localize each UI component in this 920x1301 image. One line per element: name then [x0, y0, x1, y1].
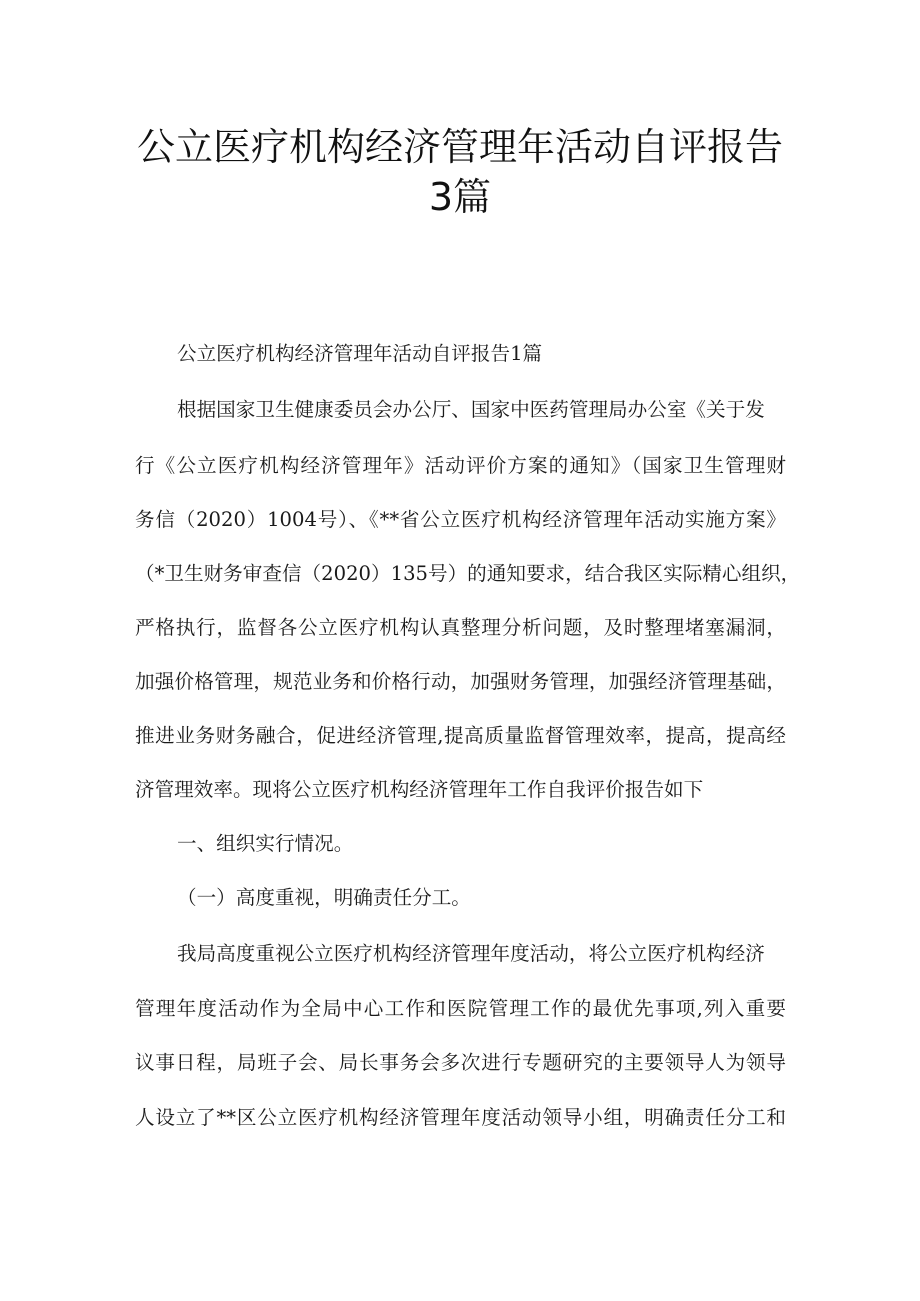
paragraph2-line4: 人设立了**区公立医疗机构经济管理年度活动领导小组，明确责任分工和 — [135, 1106, 786, 1129]
paragraph2-line1: 我局高度重视公立医疗机构经济管理年度活动，将公立医疗机构经济 — [177, 942, 765, 965]
paragraph2-line3: 议事日程，局班子会、局长事务会多次进行专题研究的主要领导人为领导 — [135, 1051, 786, 1074]
paragraph1-line7: 推进业务财务融合，促进经济管理,提高质量监督管理效率，提高，提高经 — [135, 724, 786, 747]
report-subtitle: 公立医疗机构经济管理年活动自评报告1篇 — [177, 342, 543, 365]
paragraph1-line6: 加强价格管理，规范业务和价格行动，加强财务管理，加强经济管理基础， — [135, 670, 786, 693]
paragraph2-line2: 管理年度活动作为全局中心工作和医院管理工作的最优先事项,列入重要 — [135, 997, 786, 1020]
document-title-line2: 3篇 — [428, 175, 492, 219]
paragraph1-line5: 严格执行，监督各公立医疗机构认真整理分析问题，及时整理堵塞漏洞， — [135, 616, 786, 639]
document-title-line1: 公立医疗机构经济管理年活动自评报告 — [136, 125, 783, 169]
section-heading-1-1: （一）高度重视，明确责任分工。 — [177, 886, 471, 909]
section-heading-1: 一、组织实行情况。 — [177, 832, 354, 855]
paragraph1-line3: 务信（2020）1004号）、《**省公立医疗机构经济管理年活动实施方案》 — [135, 508, 786, 531]
paragraph1-line1: 根据国家卫生健康委员会办公厅、国家中医药管理局办公室《关于发 — [177, 398, 765, 421]
paragraph1-line8: 济管理效率。现将公立医疗机构经济管理年工作自我评价报告如下 — [135, 778, 704, 801]
paragraph1-line4: （*卫生财务审查信（2020）135号）的通知要求，结合我区实际精心组织， — [135, 562, 801, 585]
paragraph1-line2: 行《公立医疗机构经济管理年》活动评价方案的通知》（国家卫生管理财 — [135, 454, 786, 477]
